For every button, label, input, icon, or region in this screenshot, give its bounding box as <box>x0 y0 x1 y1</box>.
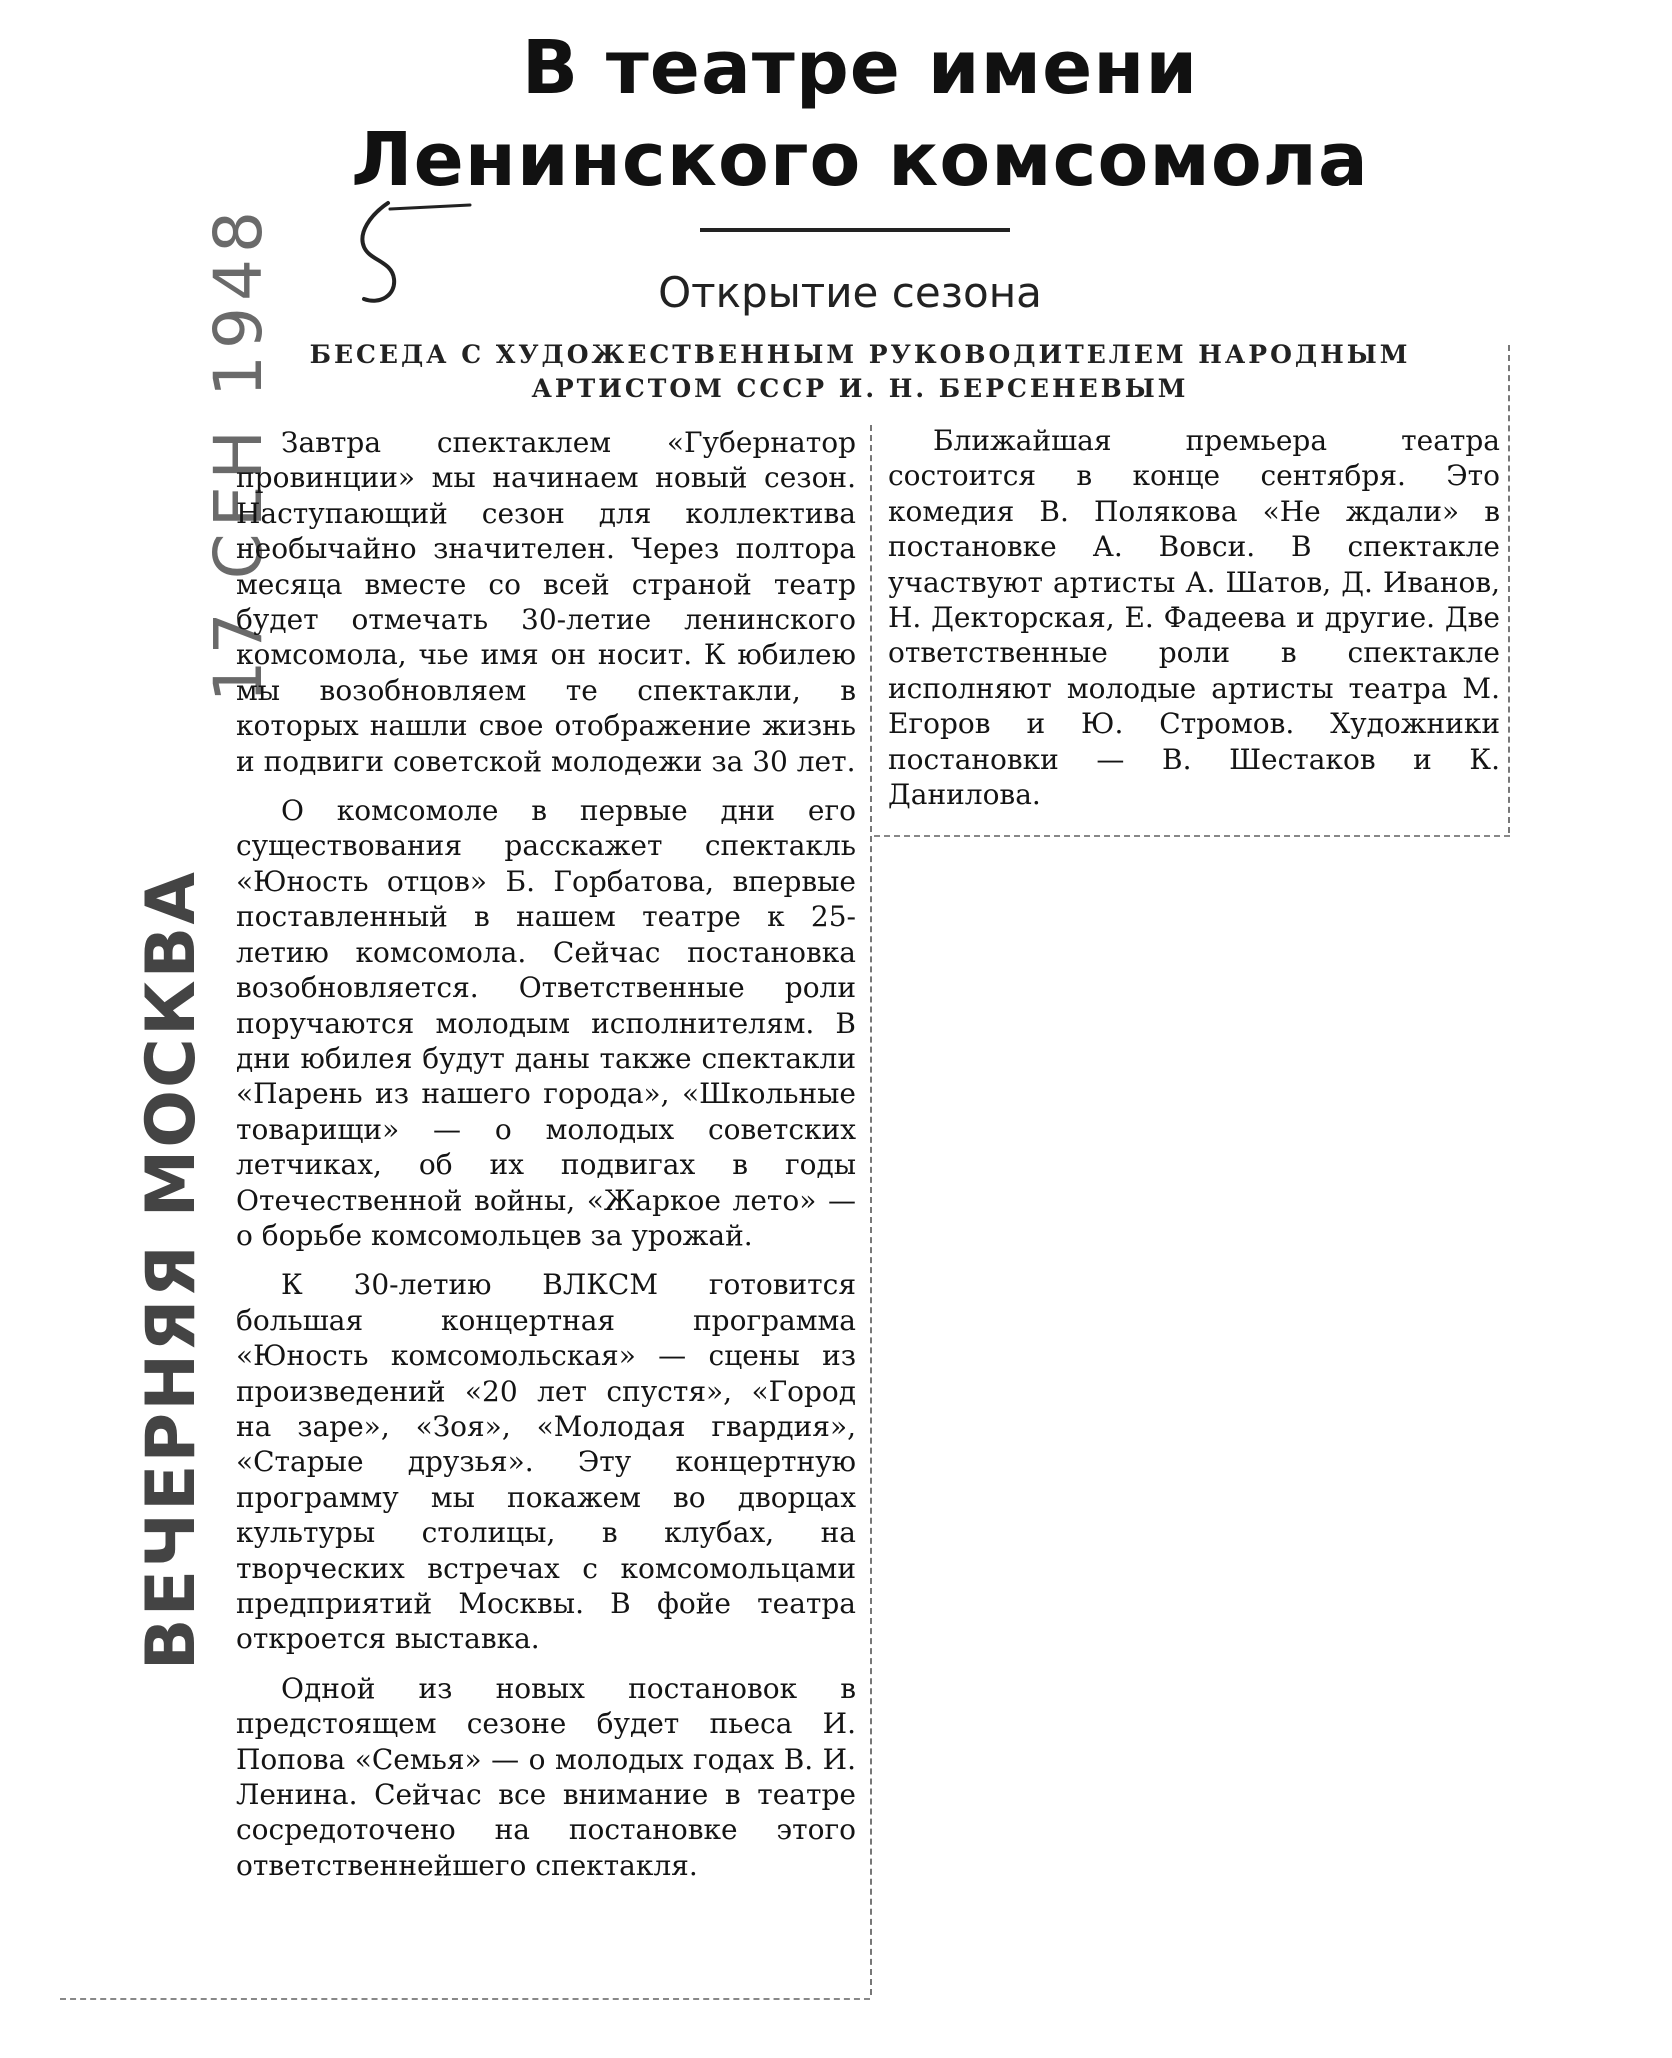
interview-line: БЕСЕДА С ХУДОЖЕСТВЕННЫМ РУКОВОДИТЕЛЕМ НАРОДНЫМ АРТИСТОМ СССР И. Н. БЕРСЕНЕВЫМ <box>309 340 1411 403</box>
paragraph: Ближайшая премьера театра состоится в конце сентября. Это комедия В. Полякова «Не ждали» в постановке А. Вовси. В спектакле участвуют артисты А. Шатов, Д. Иванов, Н. Декторская, Е. Фадеева и другие. Две ответственные роли в спектакле исполняют молодые артисты театра М. Егоров и Ю. Стромов. Художники постановки — В. Шестаков и К. Данилова. <box>888 424 1500 812</box>
paragraph: Одной из новых постановок в предстоящем сезоне будет пьеса И. Попова «Семья» — о молодых годах В. И. Ленина. Сейчас все внимание в театре сосредоточено на постановке этого ответственнейшего спектакля. <box>236 1671 856 1882</box>
subtitle: Открытие сезона <box>658 268 1042 317</box>
handwritten-mark <box>330 195 480 315</box>
paragraph: К 30-летию ВЛКСМ готовится большая концертная программа «Юность комсомольская» — сцены из произведений «20 лет спустя», «Город на заре», «Зоя», «Молодая гвардия», «Старые друзья». Эту концертную программу мы покажем во дворцах культуры столицы, в клубах, на творческих встречах с комсомольцами предприятий Москвы. В фойе театра откроется выставка. <box>236 1268 856 1656</box>
column-divider <box>870 425 872 1995</box>
right-edge-rule <box>1508 345 1510 833</box>
date-stamp: 17 СЕН 1948 <box>200 205 277 703</box>
right-column-bottom-rule <box>874 835 1510 837</box>
bottom-clipping-rule <box>60 1998 870 2000</box>
newspaper-stamp: ВЕЧЕРНЯЯ МОСКВА <box>132 870 211 1671</box>
headline-rule <box>700 228 1010 232</box>
paragraph: О комсомоле в первые дни его существования расскажет спектакль «Юность отцов» Б. Горбатова, впервые поставленный в нашем театре к 25-летию комсомола. Сейчас постановка возобновляется. Ответственные роли поручаются молодым исполнителям. В дни юбилея будут даны также спектакли «Парень из нашего города», «Школьные товарищи» — о молодых советских летчиках, об их подвигах в годы Отечественной войны, «Жаркое лето» — о борьбе комсомольцев за урожай. <box>236 794 856 1252</box>
right-column <box>888 423 1500 826</box>
headline: В театре имени Ленинского комсомола <box>351 25 1369 203</box>
left-column <box>236 425 856 1897</box>
paragraph: Завтра спектаклем «Губернатор провинции» мы начинаем новый сезон. Наступающий сезон для коллектива необычайно значителен. Через полтора месяца вместе со всей страной театр будет отмечать 30-летие ленинского комсомола, чье имя он носит. К юбилею мы возобновляем те спектакли, в которых нашли свое отображение жизнь и подвиги советской молодежи за 30 лет. <box>236 426 856 778</box>
